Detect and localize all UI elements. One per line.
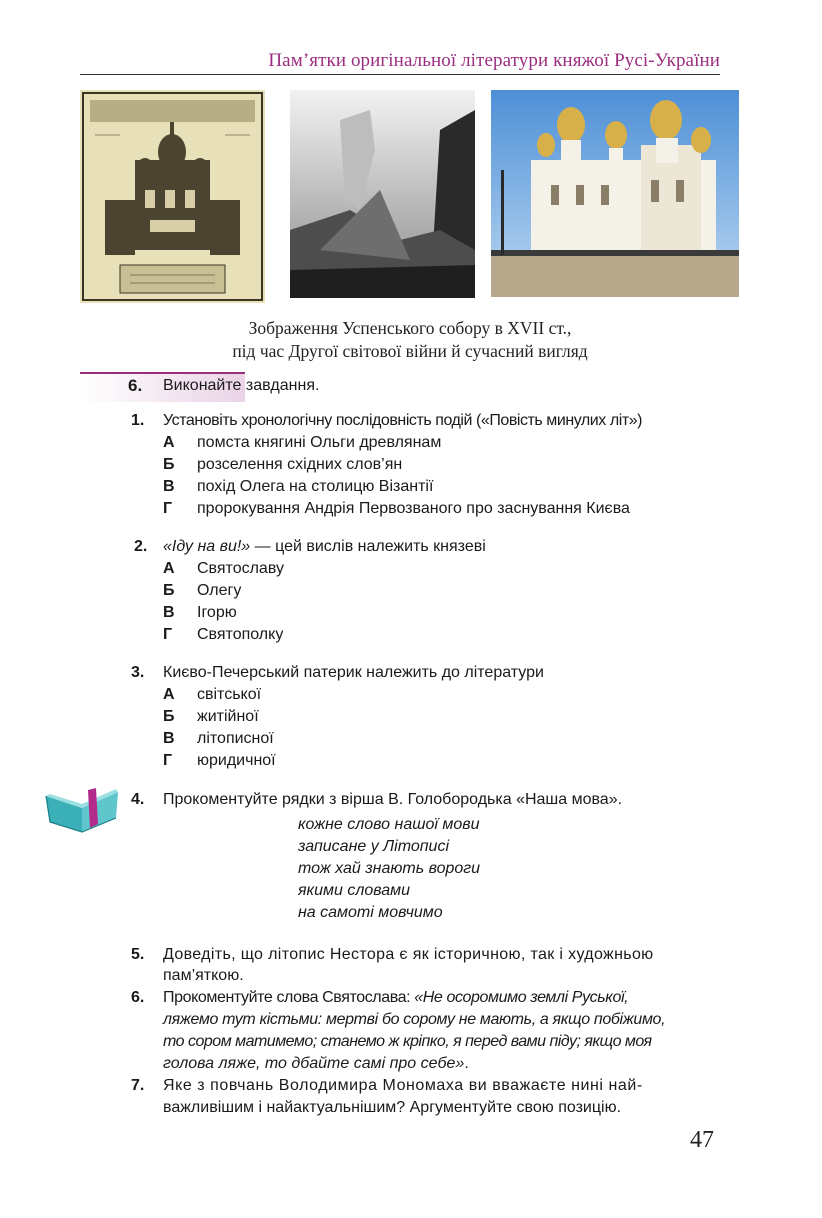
q7-line-2: важливішим і найактуальнішим? Аргументуйте свою позицію. (163, 1099, 622, 1116)
q2-option-letter: Г (163, 626, 173, 643)
modern-cathedral-photo (491, 90, 739, 297)
q2-option-text: Ігорю (197, 604, 237, 621)
q1-option-letter: А (163, 434, 175, 451)
q2-text (163, 536, 486, 558)
q5-line-2: пам’яткою. (163, 967, 244, 984)
q3-option-text: світської (197, 686, 262, 703)
q3-number: 3. (131, 664, 145, 681)
q3-option-letter: В (163, 730, 175, 747)
q3-option-letter: Б (163, 708, 175, 725)
page-number: 47 (690, 1127, 714, 1153)
q6-lead: Прокоментуйте слова Святослава: (163, 989, 415, 1006)
poem-line: тож хай знають вороги (298, 860, 481, 877)
q1-option-letter: Б (163, 456, 175, 473)
q1-option-text: розселення східних слов’ян (197, 456, 403, 473)
engraving-image (80, 90, 265, 303)
q2-option-text: Святославу (197, 560, 284, 577)
q6-number: 6. (131, 989, 145, 1006)
q7-number: 7. (131, 1077, 145, 1094)
task-number: 6. (128, 376, 143, 395)
caption-line-2: під час Другої світової війни й сучасний вигляд (232, 341, 588, 361)
q3-option-letter: А (163, 686, 175, 703)
q6-line-4 (163, 1053, 469, 1075)
caption-line-1: Зображення Успенського собору в XVII ст., (248, 318, 572, 338)
q2-option-letter: Б (163, 582, 175, 599)
task-title: Виконайте завдання. (163, 377, 320, 394)
q2-option-letter: А (163, 560, 175, 577)
q2-text-rest: — цей вислів належить князеві (250, 538, 486, 555)
q7-line-1: Яке з повчань Володимира Мономаха ви вважаєте нині най- (163, 1077, 643, 1094)
q1-option-letter: В (163, 478, 175, 495)
q1-option-text: пророкування Андрія Первозваного про заснування Києва (197, 500, 630, 517)
q4-number: 4. (131, 791, 145, 808)
poem-line: на самоті мовчимо (298, 904, 443, 921)
q1-number: 1. (131, 412, 145, 429)
q4-text: Прокоментуйте рядки з вірша В. Голобородька «Наша мова». (163, 791, 623, 808)
q3-option-text: юридичної (197, 752, 276, 769)
q6-quote-end: голова ляже, то дбайте самі про себе» (163, 1055, 465, 1072)
q3-option-text: літописної (197, 730, 274, 747)
q6-line-1 (163, 987, 628, 1009)
figure-caption (160, 317, 660, 363)
q3-option-letter: Г (163, 752, 173, 769)
q3-text: Києво-Печерський патерик належить до літератури (163, 664, 544, 681)
q1-option-text: похід Олега на столицю Візантії (197, 478, 434, 495)
poem-line: записане у Літописі (298, 838, 449, 855)
ruins-photo (290, 90, 475, 298)
q2-quote: «Іду на ви!» (163, 538, 251, 555)
q1-option-letter: Г (163, 500, 173, 517)
q2-number: 2. (134, 538, 148, 555)
q1-text: Установіть хронологічну послідовність подій («Повість минулих літ») (163, 412, 643, 429)
running-header (80, 44, 720, 75)
q6-quote-line: то сором матимемо; станемо ж кріпко, я перед вами піду; якщо моя (163, 1033, 652, 1050)
q5-line-1: Доведіть, що літопис Нестора є як історичною, так і художньою (163, 946, 654, 963)
q2-option-text: Святополку (197, 626, 284, 643)
header-title: Пам’ятки оригінальної літератури княжої Русі-України (268, 50, 720, 71)
q1-option-text: помста княгині Ольги древлянам (197, 434, 442, 451)
open-book-icon (44, 786, 122, 834)
q3-option-text: житійної (197, 708, 259, 725)
q2-option-text: Олегу (197, 582, 242, 599)
q5-number: 5. (131, 946, 145, 963)
q6-quote-line: ляжемо тут кістьми: мертві бо сорому не мають, а якщо побіжимо, (163, 1011, 666, 1028)
poem-line: якими словами (298, 882, 410, 899)
q2-option-letter: В (163, 604, 175, 621)
poem-line: кожне слово нашої мови (298, 816, 480, 833)
q6-period: . (464, 1055, 469, 1072)
q6-quote-start: «Не осоромимо землі Руської, (414, 989, 629, 1006)
